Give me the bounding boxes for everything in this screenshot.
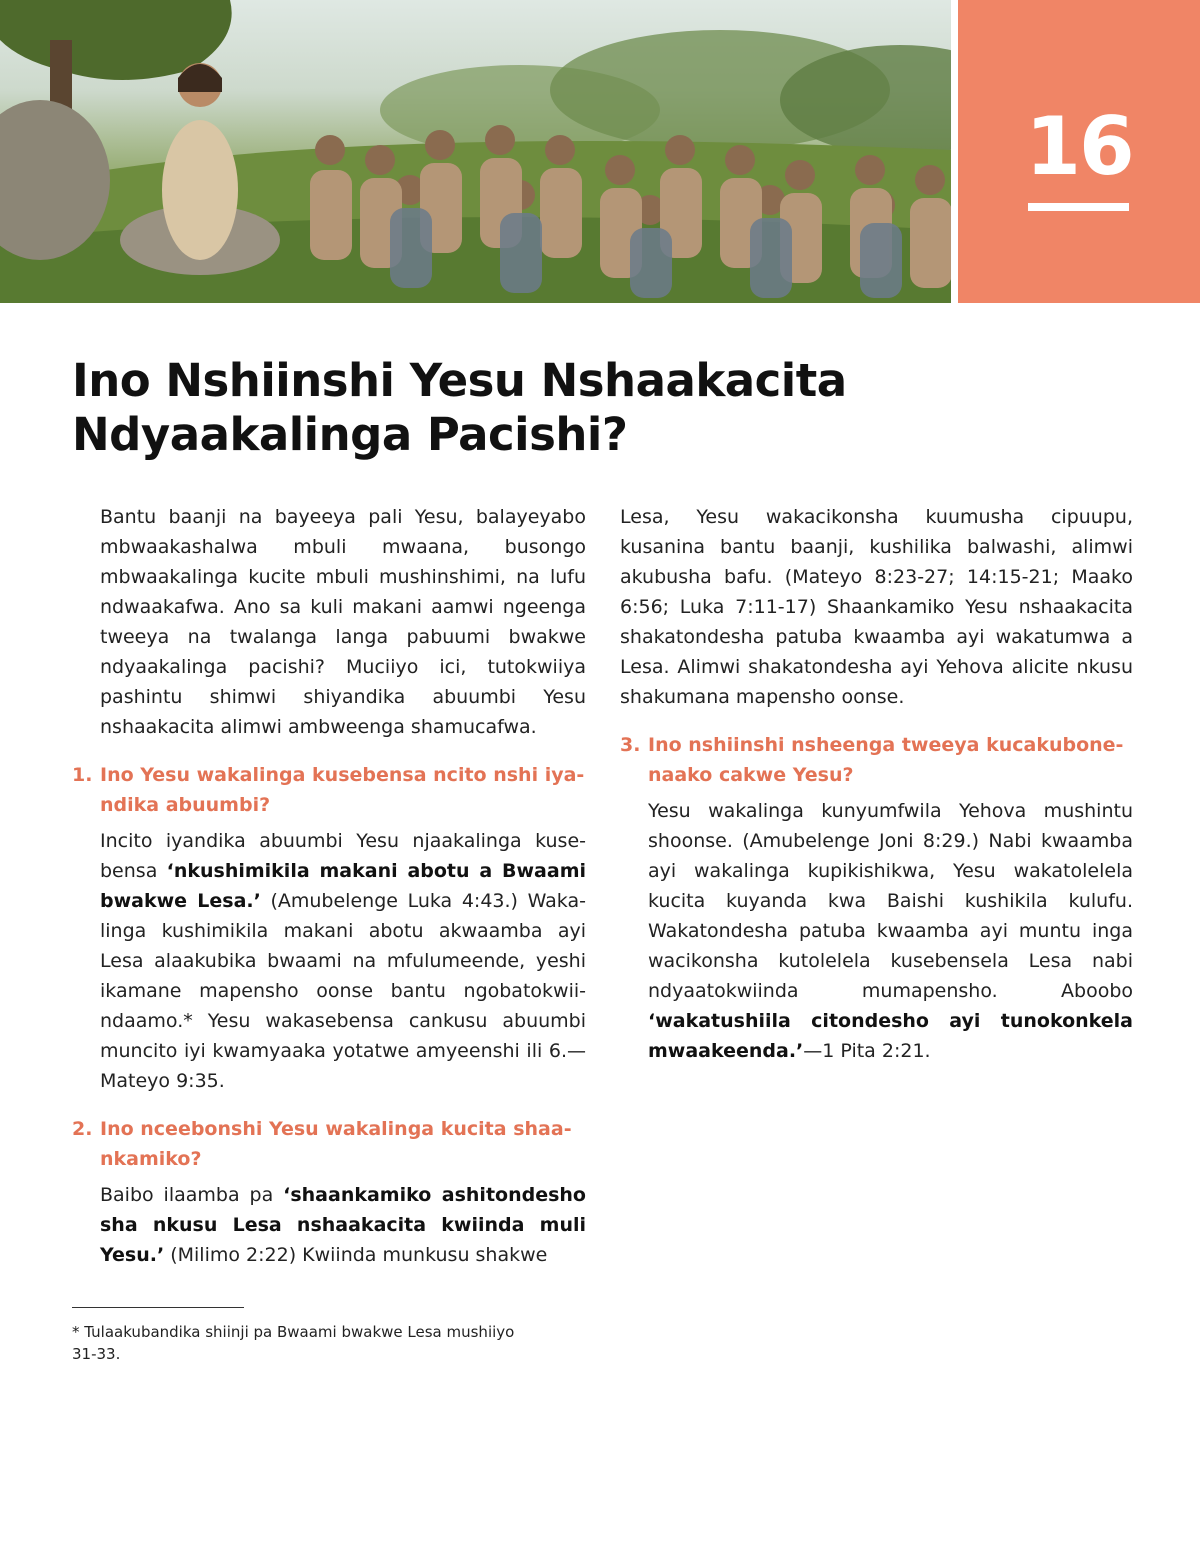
answer-2-continuation: (Milimo 2:22) Kwiinda munkusu shakwe [164, 1244, 548, 1266]
question-1-text: Ino Yesu wakalinga kusebensa ncito nshi iyandika abuumbi? [100, 764, 585, 816]
question-2 [72, 1114, 586, 1174]
answer-3-text: Yesu wakalinga kunyumfwila Yehova mushintu shoonse. (Amubelenge Joni 8:29.) Nabi kwaamba ayi wakalinga kupikishikwa, Yesu wakatolelela kucita kuyanda kwa Baishi kushikila kulufu. Wakatondesha patuba kwaamba ayi muntu inga wacikonsha kutolelela kusebensela Lesa nabi ndyaatokwiinda mumapensho. Aboobo [648, 800, 1133, 1002]
page-title: Ino Nshiinshi Yesu Nshaakacita Ndyaakalinga Pacishi? [72, 354, 847, 461]
answer-1-text: Incito iyandika abuumbi Yesu njaakalinga kusebensa [100, 830, 586, 882]
chapter-number: 16 [1025, 100, 1133, 193]
question-2-text: Ino nceebonshi Yesu wakalinga kucita shaankamiko? [100, 1118, 572, 1170]
answer-3-continuation: —1 Pita 2:21. [803, 1040, 931, 1062]
question-3-text: Ino nshiinshi nsheenga tweeya kucakubonenaako cakwe Yesu? [648, 734, 1124, 786]
question-1 [72, 760, 586, 820]
hero-illustration [0, 0, 951, 303]
question-2-number: 2. [72, 1118, 93, 1140]
answer-2-text: Baibo ilaamba pa [100, 1184, 284, 1206]
answer-3-emphasis: ‘wakatushiila citondesho ayi tunokonkela mwaakeenda.’ [648, 1010, 1133, 1062]
footnote: * Tulaakubandika shiinji pa Bwaami bwakwe Lesa mushiiyo 31-33. [72, 1323, 515, 1363]
answer-1-emphasis: ‘nkushimikila makani abotu a Bwaami bwakwe Lesa.’ [100, 860, 587, 912]
right-column [620, 502, 1133, 1066]
question-3-number: 3. [620, 734, 641, 756]
chapter-badge [958, 0, 1200, 303]
answer-2-part-2: Lesa, Yesu wakacikonsha kuumusha cipuupu, kusanina bantu baanji, kushilika balwashi, alimwi akubusha bafu. (Mateyo 8:23-27; 14:15-21; Maako 6:56; Luka 7:11-17) Shaankamiko Yesu nshaakacita shakatondesha patuba kwaamba ayi wakatumwa a Lesa. Alimwi shakatondesha ayi Yehova alicite nkusu shakumana mapensho oonse. [620, 506, 1133, 708]
left-column [72, 502, 586, 1270]
answer-3 [620, 796, 1133, 1066]
answer-1-continuation: (Amubelenge Luka 4:43.) Wakalinga kushimikila makani abotu akwaamba ayi Lesa alaakubika bwaami na mfulumeende, yeshi ikamane mapensho oonse bantu ngobatokwiindaamo.* Yesu wakasebensa cankusu abuumbi muncito iyi kwamyaaka yotatwe amyeenshi ili 6.—Mateyo 9:35. [100, 890, 586, 1092]
answer-2-part-1 [72, 1180, 586, 1270]
footnote-divider [72, 1307, 244, 1308]
answer-2-emphasis: ‘shaankamiko ashitondesho sha nkusu Lesa nshaakacita kwiinda muli Yesu.’ [100, 1184, 586, 1266]
chapter-underline [1028, 203, 1129, 211]
intro-paragraph: Bantu baanji na bayeeya pali Yesu, balayeyabo mbwaakashalwa mbuli mwaana, busongo mbwaakalinga kucite mbuli mushinshimi, na lufu ndwaakafwa. Ano sa kuli makani aamwi ngeenga tweeya na twalanga langa pabuumi bwakwe ndyaakalinga pacishi? Muciiyo ici, tutokwiiya pashintu shimwi shiyandika abuumbi Yesu nshaakacita alimwi ambweenga shamucafwa. [100, 506, 586, 738]
answer-1 [72, 826, 586, 1096]
question-3 [620, 730, 1133, 790]
question-1-number: 1. [72, 764, 93, 786]
hero-scene [0, 0, 951, 303]
